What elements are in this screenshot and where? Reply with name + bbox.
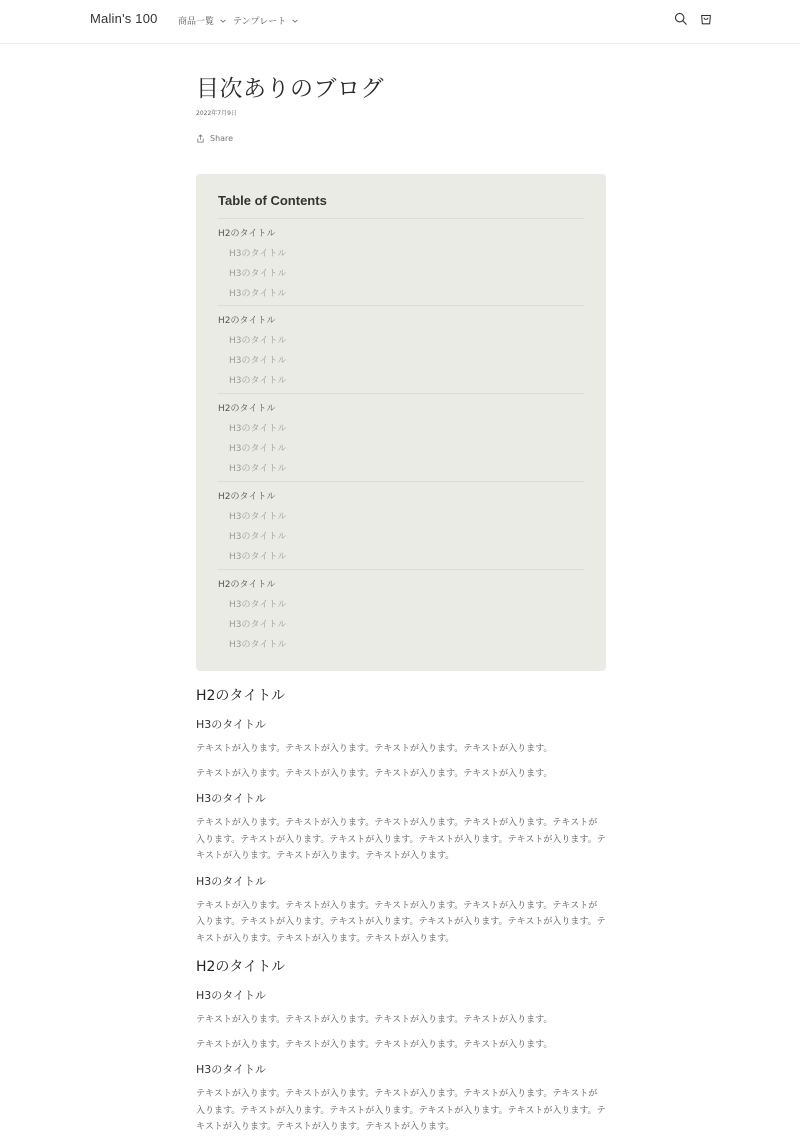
- article-body: [196, 684, 606, 1144]
- toc-group: [218, 393, 584, 474]
- subsection-heading: H3のタイトル: [196, 718, 267, 731]
- share-icon: [196, 134, 205, 143]
- toc-h3-link[interactable]: H3のタイトル: [229, 444, 287, 454]
- paragraph: テキストが入ります。テキストが入ります。テキストが入ります。テキストが入ります。テキストが入ります。テキストが入ります。テキストが入ります。テキストが入ります。テキストが入ります。テキストが入ります。テキストが入ります。テキストが入ります。: [196, 1089, 606, 1132]
- chevron-down-icon: [219, 17, 227, 25]
- nav-templates[interactable]: [233, 14, 299, 27]
- nav-products[interactable]: [178, 14, 227, 27]
- toc-h2-link[interactable]: H2のタイトル: [218, 316, 276, 326]
- toc-h3-link[interactable]: H3のタイトル: [229, 600, 287, 610]
- toc-title: Table of Contents: [218, 193, 327, 208]
- subsection-heading: H3のタイトル: [196, 1063, 267, 1076]
- page-title: 目次ありのブログ: [196, 76, 384, 102]
- toc-h2-link[interactable]: H2のタイトル: [218, 580, 276, 590]
- toc-h3-link[interactable]: H3のタイトル: [229, 356, 287, 366]
- toc-h3-link[interactable]: H3のタイトル: [229, 640, 287, 650]
- toc-h3-link[interactable]: H3のタイトル: [229, 376, 287, 386]
- toc-group: [218, 218, 584, 299]
- toc-h3-link[interactable]: H3のタイトル: [229, 620, 287, 630]
- toc-h2-link[interactable]: H2のタイトル: [218, 404, 276, 414]
- toc-h3-link[interactable]: H3のタイトル: [229, 512, 287, 522]
- section-heading: H2のタイトル: [196, 959, 286, 975]
- toc-h2-link[interactable]: H2のタイトル: [218, 229, 276, 239]
- toc-h2-link[interactable]: H2のタイトル: [218, 492, 276, 502]
- toc-group: [218, 569, 584, 650]
- cart-icon[interactable]: [699, 12, 713, 26]
- paragraph: テキストが入ります。テキストが入ります。テキストが入ります。テキストが入ります。テキストが入ります。テキストが入ります。テキストが入ります。テキストが入ります。テキストが入ります。テキストが入ります。テキストが入ります。テキストが入ります。: [196, 818, 606, 861]
- nav-templates-label: テンプレート: [233, 17, 287, 27]
- subsection-heading: H3のタイトル: [196, 792, 267, 805]
- toc-h3-link[interactable]: H3のタイトル: [229, 289, 287, 299]
- toc-h3-link[interactable]: H3のタイトル: [229, 532, 287, 542]
- toc-group: [218, 305, 584, 386]
- share-label: Share: [210, 134, 234, 143]
- post-date: 2022年7月9日: [196, 110, 237, 117]
- paragraph: テキストが入ります。テキストが入ります。テキストが入ります。テキストが入ります。: [196, 768, 553, 779]
- search-icon[interactable]: [674, 12, 688, 26]
- toc-group: [218, 481, 584, 562]
- chevron-down-icon: [291, 17, 299, 25]
- paragraph: テキストが入ります。テキストが入ります。テキストが入ります。テキストが入ります。: [196, 1015, 553, 1025]
- subsection-heading: H3のタイトル: [196, 874, 267, 888]
- toc-h3-link[interactable]: H3のタイトル: [229, 269, 287, 279]
- paragraph: テキストが入ります。テキストが入ります。テキストが入ります。テキストが入ります。: [196, 1039, 553, 1050]
- subsection-heading: H3のタイトル: [196, 989, 267, 1002]
- toc-h3-link[interactable]: H3のタイトル: [229, 552, 287, 562]
- paragraph: テキストが入ります。テキストが入ります。テキストが入ります。テキストが入ります。テキストが入ります。テキストが入ります。テキストが入ります。テキストが入ります。テキストが入ります。テキストが入ります。テキストが入ります。テキストが入ります。: [196, 900, 606, 944]
- table-of-contents: [196, 174, 606, 671]
- share-button[interactable]: [196, 134, 233, 143]
- toc-h3-link[interactable]: H3のタイトル: [229, 249, 287, 259]
- site-header: [0, 0, 800, 44]
- toc-h3-link[interactable]: H3のタイトル: [229, 424, 287, 434]
- toc-h3-link[interactable]: H3のタイトル: [229, 336, 287, 346]
- paragraph: テキストが入ります。テキストが入ります。テキストが入ります。テキストが入ります。: [196, 744, 553, 754]
- toc-h3-link[interactable]: H3のタイトル: [229, 464, 287, 474]
- nav-products-label: 商品一覧: [178, 17, 215, 27]
- section-heading: H2のタイトル: [196, 688, 286, 704]
- site-logo[interactable]: Malin's 100: [90, 11, 158, 26]
